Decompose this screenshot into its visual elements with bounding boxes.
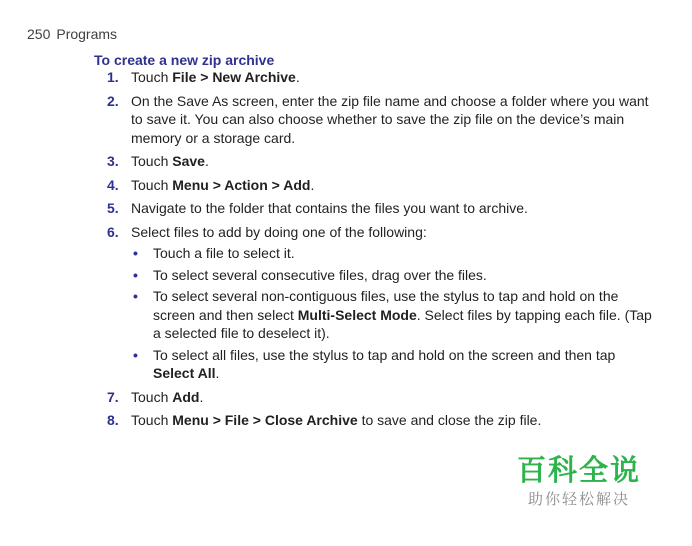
step-number: 2. [107, 92, 119, 109]
step-number: 6. [107, 223, 119, 240]
step-text-end: . [310, 176, 315, 193]
step-number: 5. [107, 200, 119, 216]
step-text: Touch [131, 176, 173, 193]
step-text: Touch [131, 388, 173, 405]
step-command: Menu > Action > Add [172, 176, 311, 193]
bullet-list [131, 244, 652, 383]
step-text: Touch [131, 153, 173, 169]
bullet-text: Touch a file to select it. [153, 245, 295, 261]
section-heading: To create a new zip archive [94, 52, 275, 68]
page-header [27, 26, 117, 42]
step-number: 3. [107, 153, 119, 169]
watermark-logo [514, 452, 644, 510]
bullet-text-end: . [215, 365, 220, 381]
step-command: Menu > File > Close Archive [172, 412, 358, 428]
step-text-end: . [204, 153, 209, 169]
bullet-item [131, 346, 652, 383]
bullet-icon: • [133, 288, 138, 304]
step-3 [107, 152, 652, 171]
bullet-command: Select All [153, 365, 216, 381]
bullet-text: To select several non-contiguous files, use the stylus to tap and hold on the screen and then select [153, 288, 619, 323]
bullet-item [131, 287, 652, 343]
section-name: Programs [56, 26, 118, 42]
step-number: 1. [107, 69, 119, 85]
bullet-item [131, 244, 652, 263]
watermark-subtitle: 助你轻松解决 [527, 490, 630, 508]
step-text: Navigate to the folder that contains the files you want to archive. [131, 200, 528, 216]
watermark-title: 百科全说 [516, 453, 641, 487]
bullet-text-end: . Select files by tapping each file. (Tap a selected file to deselect it). [153, 306, 652, 341]
bullet-text: To select all files, use the stylus to tap and hold on the screen and then tap [153, 346, 616, 363]
bullet-icon: • [133, 266, 138, 283]
step-number: 4. [107, 176, 119, 193]
step-7 [107, 388, 652, 407]
step-4 [107, 176, 652, 195]
step-1 [107, 68, 652, 87]
step-text: On the Save As screen, enter the zip file name and choose a folder where you want to save it. You can also choose whether to save the zip file on the device’s main memory or a storage card. [131, 92, 649, 146]
step-text-end: . [295, 69, 300, 85]
page-number: 250 [27, 26, 51, 42]
step-number: 8. [107, 412, 119, 428]
bullet-item [131, 266, 652, 285]
bullet-icon: • [133, 245, 138, 261]
steps-list [107, 68, 652, 435]
step-text-end: . [199, 388, 204, 405]
step-number: 7. [107, 388, 119, 405]
step-text-end: to save and close the zip file. [357, 412, 542, 428]
step-text: Touch [131, 69, 173, 85]
step-5 [107, 199, 652, 218]
step-text: Touch [131, 412, 173, 428]
bullet-command: Multi-Select Mode [297, 306, 417, 323]
bullet-text: To select several consecutive files, drag over the files. [153, 266, 487, 283]
step-2 [107, 92, 652, 148]
step-command: File > New Archive [172, 69, 296, 85]
step-command: Save [172, 153, 205, 169]
bullet-icon: • [133, 346, 138, 363]
step-6 [107, 223, 652, 383]
step-text: Select files to add by doing one of the following: [131, 223, 427, 240]
step-8 [107, 411, 652, 430]
step-command: Add [172, 388, 200, 405]
